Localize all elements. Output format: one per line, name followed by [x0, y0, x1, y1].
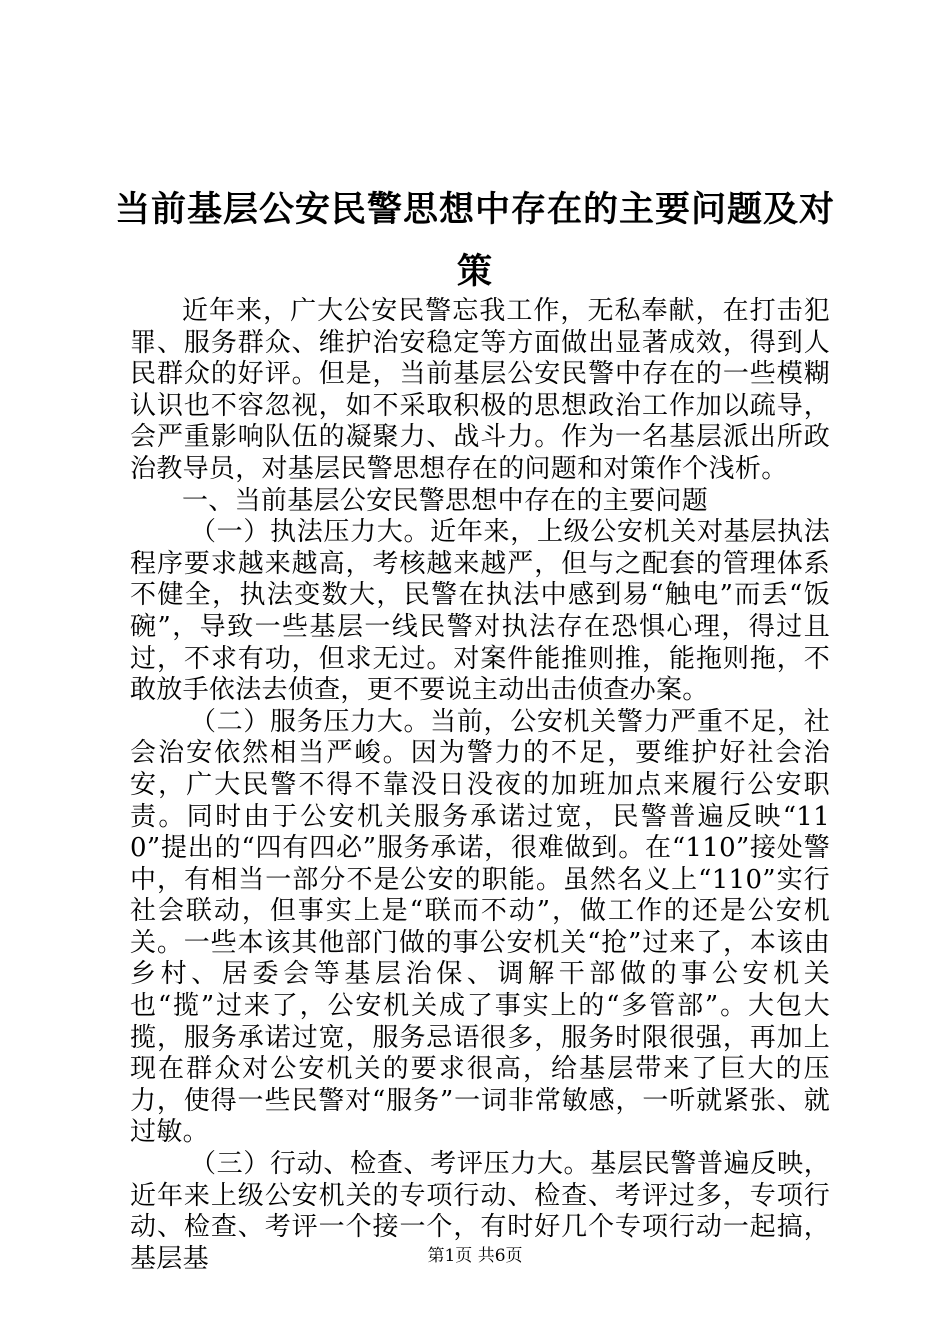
paragraph-enforcement-pressure: （一）执法压力大。近年来，上级公安机关对基层执法程序要求越来越高，考核越来越严，但与之配套的管理体系不健全，执法变数大，民警在执法中感到易“触电”而丢“饭碗”，导致一些基层一线民警对执法存在恐惧心理，得过且过，不求有功，但求无过。对案件能推则推，能拖则拖，不敢放手依法去侦查，更不要说主动出击侦查办案。 [130, 517, 830, 706]
paragraph-inspection-pressure: （三）行动、检查、考评压力大。基层民警普遍反映，近年来上级公安机关的专项行动、检查、考评过多，专项行动、检查、考评一个接一个，有时好几个专项行动一起搞，基层基 [130, 1149, 830, 1274]
document-body [130, 296, 830, 1275]
section-heading-1: 一、当前基层公安民警思想中存在的主要问题 [182, 485, 709, 516]
document-title-line-2: 策 [456, 251, 493, 292]
paragraph-intro: 近年来，广大公安民警忘我工作，无私奉献，在打击犯罪、服务群众、维护治安稳定等方面做出显著成效，得到人民群众的好评。但是，当前基层公安民警中存在的一些模糊认识也不容忽视，如不采取积极的思想政治工作加以疏导，会严重影响队伍的凝聚力、战斗力。作为一名基层派出所政治教导员，对基层民警思想存在的问题和对策作个浅析。 [130, 296, 830, 484]
page-footer: 第1页 共6页 [427, 1246, 523, 1266]
paragraph-service-pressure: （二）服务压力大。当前，公安机关警力严重不足，社会治安依然相当严峻。因为警力的不足，要维护好社会治安，广大民警不得不靠没日没夜的加班加点来履行公安职责。同时由于公安机关服务承诺过宽，民警普遍反映“110”提出的“四有四必”服务承诺，很难做到。在“110”接处警中，有相当一部分不是公安的职能。虽然名义上“110”实行社会联动，但事实上是“联而不动”，做工作的还是公安机关。一些本该其他部门做的事公安机关“抢”过来了，本该由乡村、居委会等基层治保、调解干部做的事公安机关也“揽”过来了，公安机关成了事实上的“多管部”。大包大揽，服务承诺过宽，服务忌语很多，服务时限很强，再加上现在群众对公安机关的要求很高，给基层带来了巨大的压力，使得一些民警对“服务”一词非常敏感，一听就紧张、就过敏。 [130, 706, 830, 1148]
document-title-line-1: 当前基层公安民警思想中存在的主要问题及对 [114, 189, 835, 230]
